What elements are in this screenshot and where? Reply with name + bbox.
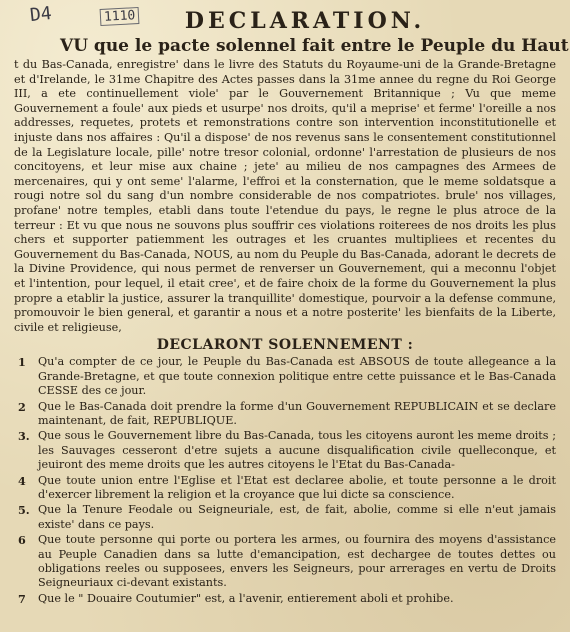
article-number: 5. [18,503,30,518]
declaration-heading: DECLARONT SOLENNEMENT : [156,337,414,354]
article-number: 1 [18,355,26,370]
preamble-text: t du Bas-Canada, enregistre' dans le livre des Statuts du Royaume-uni de la Grande-Bretagne et d'Irelande, le 31me Chapitre des Actes passes dans la 31me annee du regne du Roi George III, a ete continuellement viole' par le Gouvernement Britannique ; Vu que meme Gouvernement a foule' aux pieds et usurpe' nos droits, qu'il a meprise' et ferme' l'oreille a nos addresses, requetes, protets et remonstrations contre son intervention inconstitutionelle et injuste dans nos affaires : Qu'il a dispose' de nos revenus sans le consentement constitutionnel de la Legislature locale, pille' notre tresor colonial, ordonne' l'arrestation de plusieurs de nos concitoyens, et leur mise aux chaine ; jete' au milieu de nos campagnes des Armees de mercenaires, qui y ont seme' l'alarme, l'effroi et la consternation, que le meme soldatsque a rougi notre sol du sang d'un nombre considerable de nos compatriotes. brule' nos villages, profane' notre temples, etabli dans toute l'etendue du pays, le regne le plus atroce de la terreur : Et vu que nous ne souvons plus souffrir ces violations roiterees de nos droits les plus chers et supporter patiemment les outrages et les cruantes multipliees et recentes du Gouvernement du Bas-Canada, NOUS, au nom du Peuple du Bas-Canada, adorant le decrets de la Divine Providence, qui nous permet de renverser un Gouvernement, qui a meconnu l'objet et l'intention, pour lequel, il etait cree', et de faire choix de la forme du Gouvernement la plus propre a etablir la justice, assurer la tranquillite' domestique, pourvoir a la defense commune, promouvoir le bien general, et garantir a nous et a notre posterite' les bienfaits de la Liberte, civile et religieuse, [14,58,556,334]
article-number: 6 [18,533,26,548]
article-number: 7 [18,591,26,606]
article-7 [14,592,556,606]
article-text: Que le Bas-Canada doit prendre la forme d'un Gouvernement REPUBLICAIN et se declare maintenant, de fait, REPUBLIQUE. [38,399,556,427]
article-text: Que sous le Gouvernement libre du Bas-Canada, tous les citoyens auront les meme droits ; les Sauvages cesseront d'etre sujets a aucune disqualification civile quelleconque, et jeuiront des meme droits que les autres citoyens le l'Etat du Bas-Canada- [38,429,556,472]
article-number: 2 [18,399,26,414]
article-text: Qu'a compter de ce jour, le Peuple du Bas-Canada est ABSOUS de toute allegeance a la Grande-Bretagne, et que toute connexion politique entre cette puissance et le Bas-Canada CESSE des ce jour. [38,355,556,398]
handwritten-number: 1110 [100,7,140,26]
article-text: Que toute union entre l'Eglise et l'Etat est declaree abolie, et toute personne a le droit d'exercer librement la religion et la croyance que lui dicte sa conscience. [38,473,556,501]
lead-line: VU que le pacte solennel fait entre le Peuple du Haut [60,36,569,56]
handwritten-mark: D4 [28,2,53,27]
article-number: 3. [18,429,30,444]
article-text: Que toute personne qui porte ou portera les armes, ou fournira des moyens d'assistance au Peuple Canadien dans sa lutte d'emancipation, est dechargee de toutes dettes ou obligations reeles ou supposees, envers les Seigneurs, pour arrerages en vertu de Droits Seigneuriaux ci-devant existants. [38,533,556,590]
article-4 [14,474,556,503]
document-title: DECLARATION. [184,8,426,34]
article-text: Que le " Douaire Coutumier" est, a l'avenir, entierement aboli et prohibe. [38,591,454,605]
article-6 [14,533,556,591]
article-3 [14,429,556,472]
article-2 [14,400,556,429]
article-text: Que la Tenure Feodale ou Seigneuriale, est, de fait, abolie, comme si elle n'eut jamais existe' dans ce pays. [38,503,556,531]
article-number: 4 [18,473,26,488]
article-5 [14,503,556,532]
article-1 [14,355,556,398]
article-list [14,355,556,606]
